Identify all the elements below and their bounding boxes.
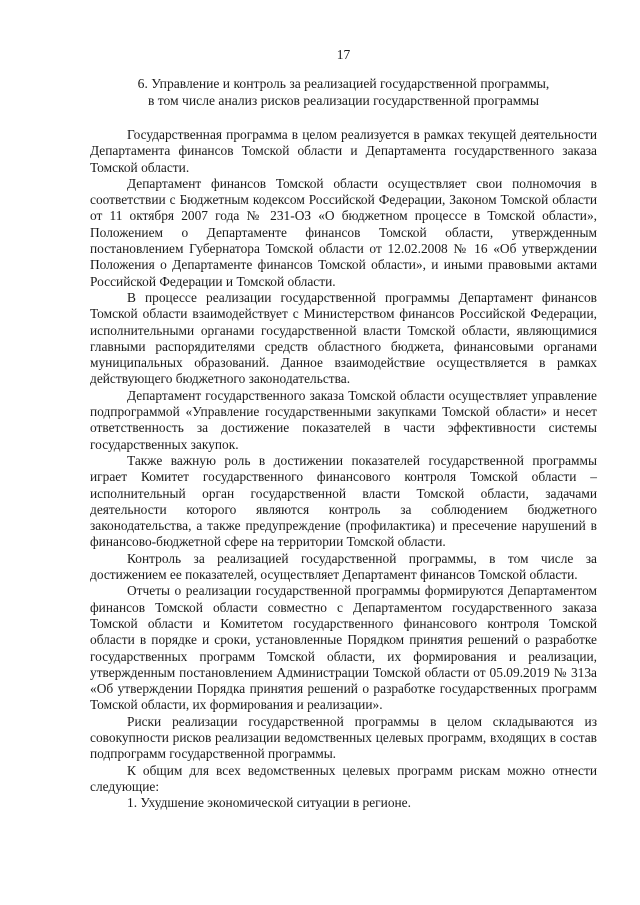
list-item-1: 1. Ухудшение экономической ситуации в регионе. <box>127 795 411 811</box>
paragraph-3: В процессе реализации государственной программы Департамент финансов Томской области взаимодействует с Министерством финансов Российской Федерации, исполнительными органами государственной власти Томской области, являющимися главными распорядителями средств областного бюджета, финансовыми органами муниципальных образований. Данное взаимодействие осуществляется в рамках действующего бюджетного законодательства. <box>90 289 597 387</box>
section-heading-line-1: 6. Управление и контроль за реализацией государственной программы, <box>137 76 550 91</box>
paragraph-2: Департамент финансов Томской области осуществляет свои полномочия в соответствии с Бюджетным кодексом Российской Федерации, Законом Томской области от 11 октября 2007 года № 231-ОЗ «О бюджетном процессе в Томской области», Положением о Департаменте финансов Томской области, утвержденным постановлением Губернатора Томской области от 12.02.2008 № 16 «Об утверждении Положения о Департаменте финансов Томской области», и иными правовыми актами Российской Федерации и Томской области. <box>90 175 597 289</box>
paragraph-6: Контроль за реализацией государственной программы, в том числе за достижением ее показателей, осуществляет Департамент финансов Томской области. <box>90 550 597 583</box>
paragraph-5: Также важную роль в достижении показателей государственной программы играет Комитет государственного финансового контроля Томской области – исполнительный орган государственной власти Томской области, задачами деятельности которого являются контроль за соблюдением бюджетного законодательства, а также предупреждение (профилактика) и пресечение нарушений в финансово-бюджетной сфере на территории Томской области. <box>90 452 597 550</box>
page-number: 17 <box>336 47 351 62</box>
paragraph-4: Департамент государственного заказа Томской области осуществляет управление подпрограммой «Управление государственными закупками Томской области» и несет ответственность за достижение показателей в части эффективности системы государственных закупок. <box>90 387 597 452</box>
section-heading <box>90 75 597 109</box>
paragraph-7: Отчеты о реализации государственной программы формируются Департаментом финансов Томской области совместно с Департаментом государственного заказа Томской области и Комитетом государственного финансового контроля Томской области в порядке и сроки, установленные Порядком принятия решений о разработке государственных программ Томской области, их формирования и реализации, утвержденным постановлением Администрации Томской области от 05.09.2019 № 313а «Об утверждении Порядка принятия решений о разработке государственных программ Томской области, их формирования и реализации». <box>90 583 597 713</box>
paragraph-8: Риски реализации государственной программы в целом складываются из совокупности рисков реализации ведомственных целевых программ, входящих в состав подпрограмм государственной программы. <box>90 713 597 762</box>
paragraph-9: К общим для всех ведомственных целевых программ рискам можно отнести следующие: <box>90 762 597 794</box>
paragraph-1: Государственная программа в целом реализуется в рамках текущей деятельности Департамента финансов Томской области и Департамента государственного заказа Томской области. <box>90 127 597 175</box>
document-body <box>90 127 597 811</box>
section-heading-line-2: в том числе анализ рисков реализации государственной программы <box>147 93 540 108</box>
